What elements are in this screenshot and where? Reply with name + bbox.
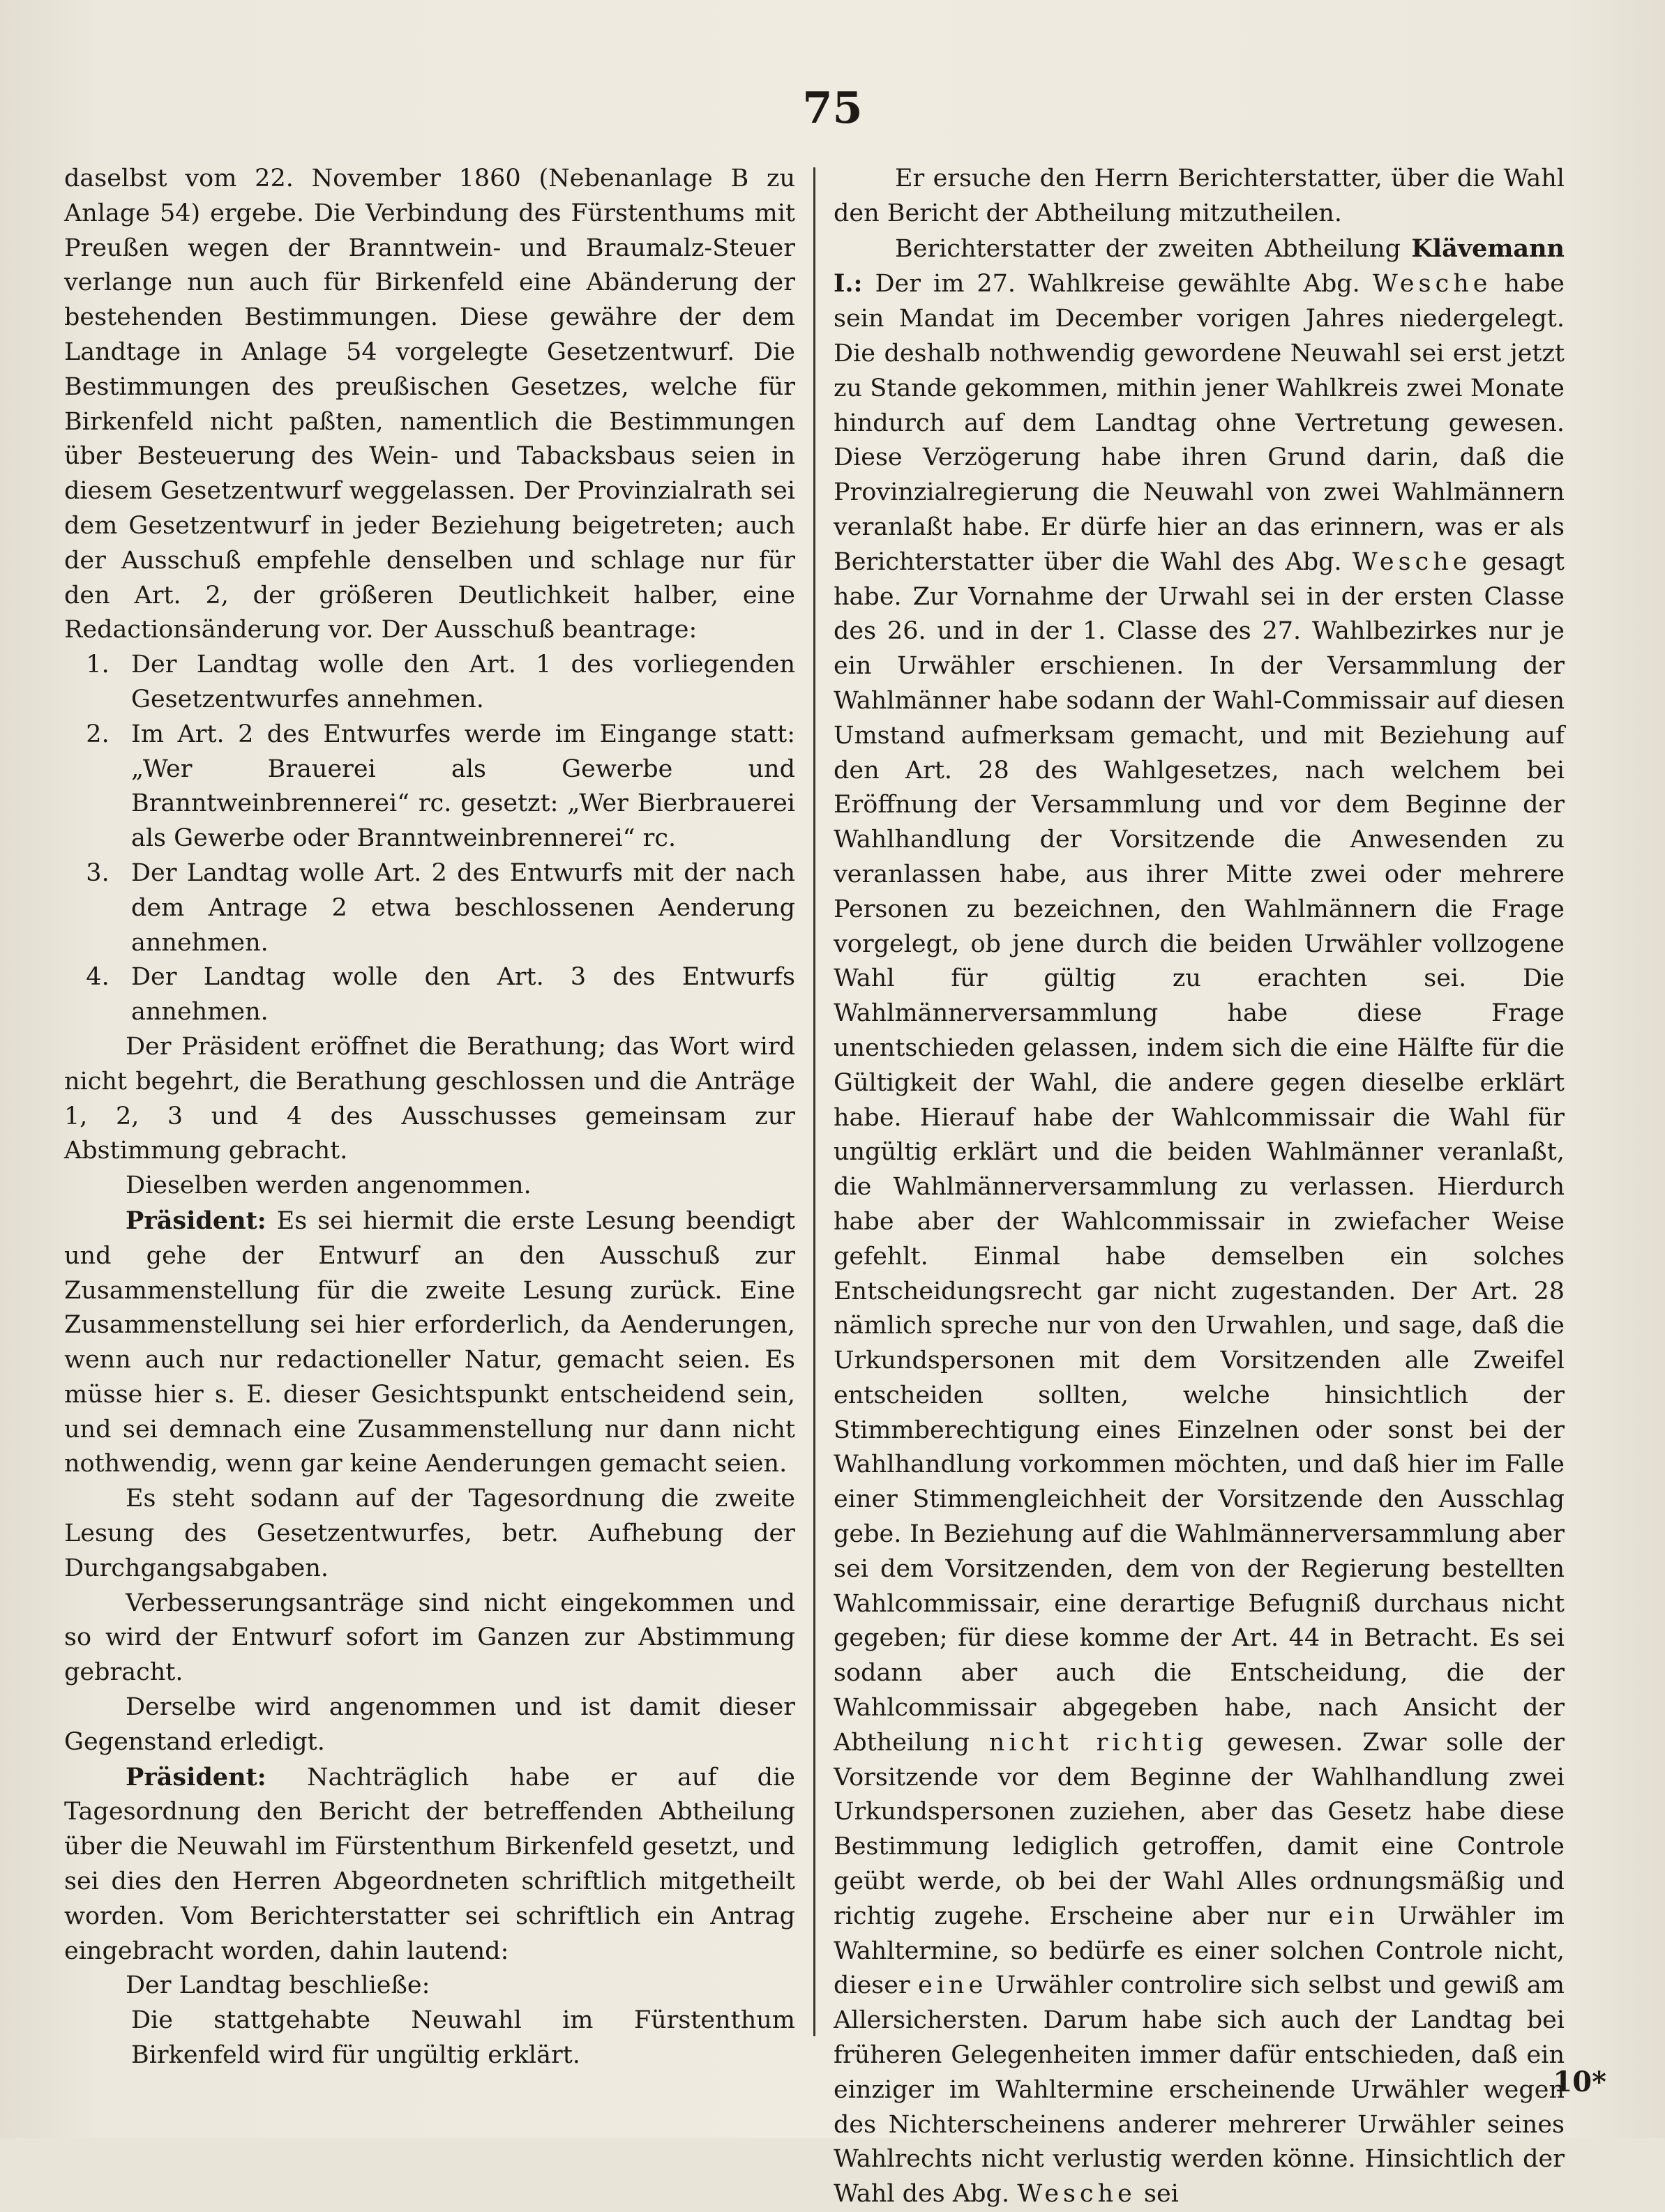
paragraph <box>64 1760 795 1969</box>
column-divider <box>813 167 815 2036</box>
person-name: Wesche <box>1372 270 1492 298</box>
list-item-number: 3. <box>86 858 110 887</box>
text-run: gesagt habe. Zur Vornahme der Urwahl sei in der ersten Classe des 26. und in der 1. Classe des 27. Wahlbezirkes nur je ein Urwähler erschienen. In der Versammlung der Wahlmänner habe sodann der Wahl-Commissair auf diesen Umstand aufmerksam gemacht, und mit Beziehung auf den Art. 28 des Wahlgesetzes, nach welchem bei Eröffnung der Versammlung und vor dem Beginne der Wahlhandlung der Vorsitzende die Anwesenden zu veranlassen habe, aus ihrer Mitte zwei oder mehrere Personen zu bezeichnen, den Wahlmännern die Frage vorgelegt, ob jene durch die beiden Urwähler vollzogene Wahl für gültig zu erachten sei. Die Wahlmännerversammlung habe diese Frage unentschieden gelassen, indem sich die eine Hälfte für die Gültigkeit der Wahl, die andere gegen dieselbe erklärt habe. Hierauf habe der Wahlcommissair die Wahl für ungültig erklärt und die beiden Wahlmänner veranlaßt, die Wahlmännerversammlung zu verlassen. Hierdurch habe aber der Wahlcommissair in zwiefacher Weise gefehlt. Einmal habe demselben ein solches Entscheidungsrecht gar nicht zugestanden. Der Art. 28 nämlich spreche nur von den Urwahlen, und sage, daß die Urkundspersonen mit dem Vorsitzenden alle Zweifel entscheiden sollten, welche hinsichtlich der Stimmberechtigung eines Einzelnen oder sonst bei der Wahlhandlung vorkommen möchten, und daß hier im Falle einer Stimmengleichheit der Vorsitzende den Ausschlag gebe. In Beziehung auf die Wahlmännerversammlung aber sei dem Vorsitzenden, dem von der Regierung bestellten Wahlcommissair, eine derartige Befugniß durchaus nicht gegeben; für diese komme der Art. 44 in Betracht. Es sei sodann aber auch die Entscheidung, die der Wahlcommissair abgegeben habe, nach Ansicht der Abtheilung <box>834 547 1565 1757</box>
paragraph: Er ersuche den Herrn Berichterstatter, über die Wahl den Bericht der Abtheilung mitzutheilen. <box>834 165 1565 227</box>
list-item <box>64 960 795 1030</box>
list-item-text: Im Art. 2 des Entwurfes werde im Eingange statt: „Wer Brauerei als Gewerbe und Branntweinbrennerei“ rc. gesetzt: „Wer Bierbrauerei als Gewerbe oder Branntweinbrennerei“ rc. <box>131 720 795 853</box>
left-column <box>64 162 795 2073</box>
list-item-text: Der Landtag wolle den Art. 3 des Entwurfs annehmen. <box>131 963 795 1027</box>
paragraph <box>64 1204 795 1482</box>
person-name: Wesche <box>1352 547 1472 576</box>
text-run: Urwähler im Wahltermine, so bedürfe es einer solchen Controle nicht, dieser <box>834 1902 1565 2000</box>
paragraph: Es steht sodann auf der Tagesordnung die zweite Lesung des Gesetzentwurfes, betr. Aufhebung der Durchgangsabgaben. <box>64 1485 795 1582</box>
printer-signature: 10* <box>1553 2066 1606 2098</box>
paragraph: Derselbe wird angenommen und ist damit dieser Gegenstand erledigt. <box>64 1693 795 1756</box>
paragraph: daselbst vom 22. November 1860 (Nebenanlage B zu Anlage 54) ergebe. Die Verbindung des Fürstenthums mit Preußen wegen der Branntwein- und Braumalz-Steuer verlange nun auch für Birkenfeld eine Abänderung der bestehenden Bestimmungen. Diese gewähre der dem Landtage in Anlage 54 vorgelegte Gesetzentwurf. Die Bestimmungen des preußischen Gesetzes, welche für Birkenfeld nicht paßten, namentlich die Bestimmungen über Besteuerung des Wein- und Tabacksbaus seien in diesem Gesetzentwurf weggelassen. Der Provinzialrath sei dem Gesetzentwurf in jeder Beziehung beigetreten; auch der Ausschuß empfehle denselben und schlage nur für den Art. 2, der größeren Deutlichkeit halber, eine Redactionsänderung vor. Der Ausschuß beantrage: <box>64 165 795 644</box>
paragraph <box>834 232 1565 2212</box>
text-run: habe sein Mandat im December vorigen Jahres niedergelegt. Die deshalb nothwendig gewordene Neuwahl sei erst jetzt zu Stande gekommen, mithin jener Wahlkreis zwei Monate hindurch auf dem Landtag ohne Vertretung gewesen. Diese Verzögerung habe ihren Grund darin, daß die Provinzialregierung die Neuwahl von zwei Wahlmännern veranlaßt habe. Er dürfe hier an das erinnern, was er als Berichterstatter über die Wahl des Abg. <box>834 270 1565 576</box>
text-run: sei <box>1136 2180 1179 2209</box>
text-run: Der im 27. Wahlkreise gewählte Abg. <box>862 270 1373 298</box>
emphasis-text: eine <box>918 1971 988 2000</box>
emphasis-text: ein <box>1328 1902 1380 1930</box>
list-item-text: Der Landtag wolle Art. 2 des Entwurfs mit der nach dem Antrage 2 etwa beschlossenen Aenderung annehmen. <box>131 858 795 957</box>
paragraph: Der Landtag beschließe: <box>126 1971 430 2000</box>
page-number: 75 <box>802 82 863 133</box>
paragraph: Verbesserungsanträge sind nicht eingekommen und so wird der Entwurf sofort im Ganzen zur Abstimmung gebracht. <box>64 1589 795 1687</box>
right-column <box>834 162 1565 2212</box>
emphasis-text: nicht richtig <box>988 1728 1208 1757</box>
paragraph: Dieselben werden angenommen. <box>126 1172 532 1200</box>
text-run: Urwähler controlire sich selbst und gewiß am Allersichersten. Darum habe sich auch der Landtag bei früheren Gelegenheiten immer dafür entschieden, daß ein einziger im Wahltermine erscheinende Urwähler wegen des Nichterscheinens anderer mehrerer Urwähler seines Wahlrechts nicht verlustig werden könne. Hinsichtlich der Wahl des Abg. <box>834 1971 1565 2209</box>
list-item-number: 2. <box>86 720 110 748</box>
list-item <box>64 648 795 718</box>
text-run: gewesen. Zwar solle der Vorsitzende vor dem Beginne der Wahlhandlung zwei Urkundspersonen zuziehen, aber das Gesetz habe diese Bestimmung lediglich getroffen, damit eine Controle geübt werde, ob bei der Wahl Alles ordnungsmäßig und richtig zugehe. Erscheine aber nur <box>834 1728 1565 1930</box>
list-item-number: 1. <box>86 651 110 679</box>
motion-text: Die stattgehabte Neuwahl im Fürstenthum Birkenfeld wird für ungültig erklärt. <box>131 2006 795 2070</box>
speaker-name: Präsident: <box>126 1206 266 1235</box>
speaker-name: Präsident: <box>126 1762 266 1791</box>
list-item-text: Der Landtag wolle den Art. 1 des vorliegenden Gesetzentwurfes annehmen. <box>131 651 795 713</box>
list-item-number: 4. <box>86 963 110 992</box>
list-item <box>64 718 795 856</box>
text-run: Berichterstatter der zweiten Abtheilung <box>895 234 1412 263</box>
speech-text: Nachträglich habe er auf die Tagesordnung den Bericht der betreffenden Abtheilung über die Neuwahl im Fürstenthum Birkenfeld gesetzt, und sei dies den Herren Abgeordneten schriftlich mitgetheilt worden. Vom Berichterstatter sei schriftlich ein Antrag eingebracht worden, dahin lautend: <box>64 1763 795 1965</box>
person-name: Wesche <box>1017 2180 1136 2209</box>
list-item <box>64 856 795 960</box>
paragraph: Der Präsident eröffnet die Berathung; das Wort wird nicht begehrt, die Berathung geschlossen und die Anträge 1, 2, 3 und 4 des Ausschusses gemeinsam zur Abstimmung gebracht. <box>64 1032 795 1165</box>
speech-text: Es sei hiermit die erste Lesung beendigt und gehe der Entwurf an den Ausschuß zur Zusammenstellung für die zweite Lesung zurück. Eine Zusammenstellung sei hier erforderlich, da Aenderungen, wenn auch nur redactioneller Natur, gemacht seien. Es müsse hier s. E. dieser Gesichtspunkt entscheidend sein, und sei demnach eine Zusammenstellung nur dann nicht nothwendig, wenn gar keine Aenderungen gemacht seien. <box>64 1206 795 1478</box>
speaker-name: Klävemann I.: <box>834 234 1565 298</box>
